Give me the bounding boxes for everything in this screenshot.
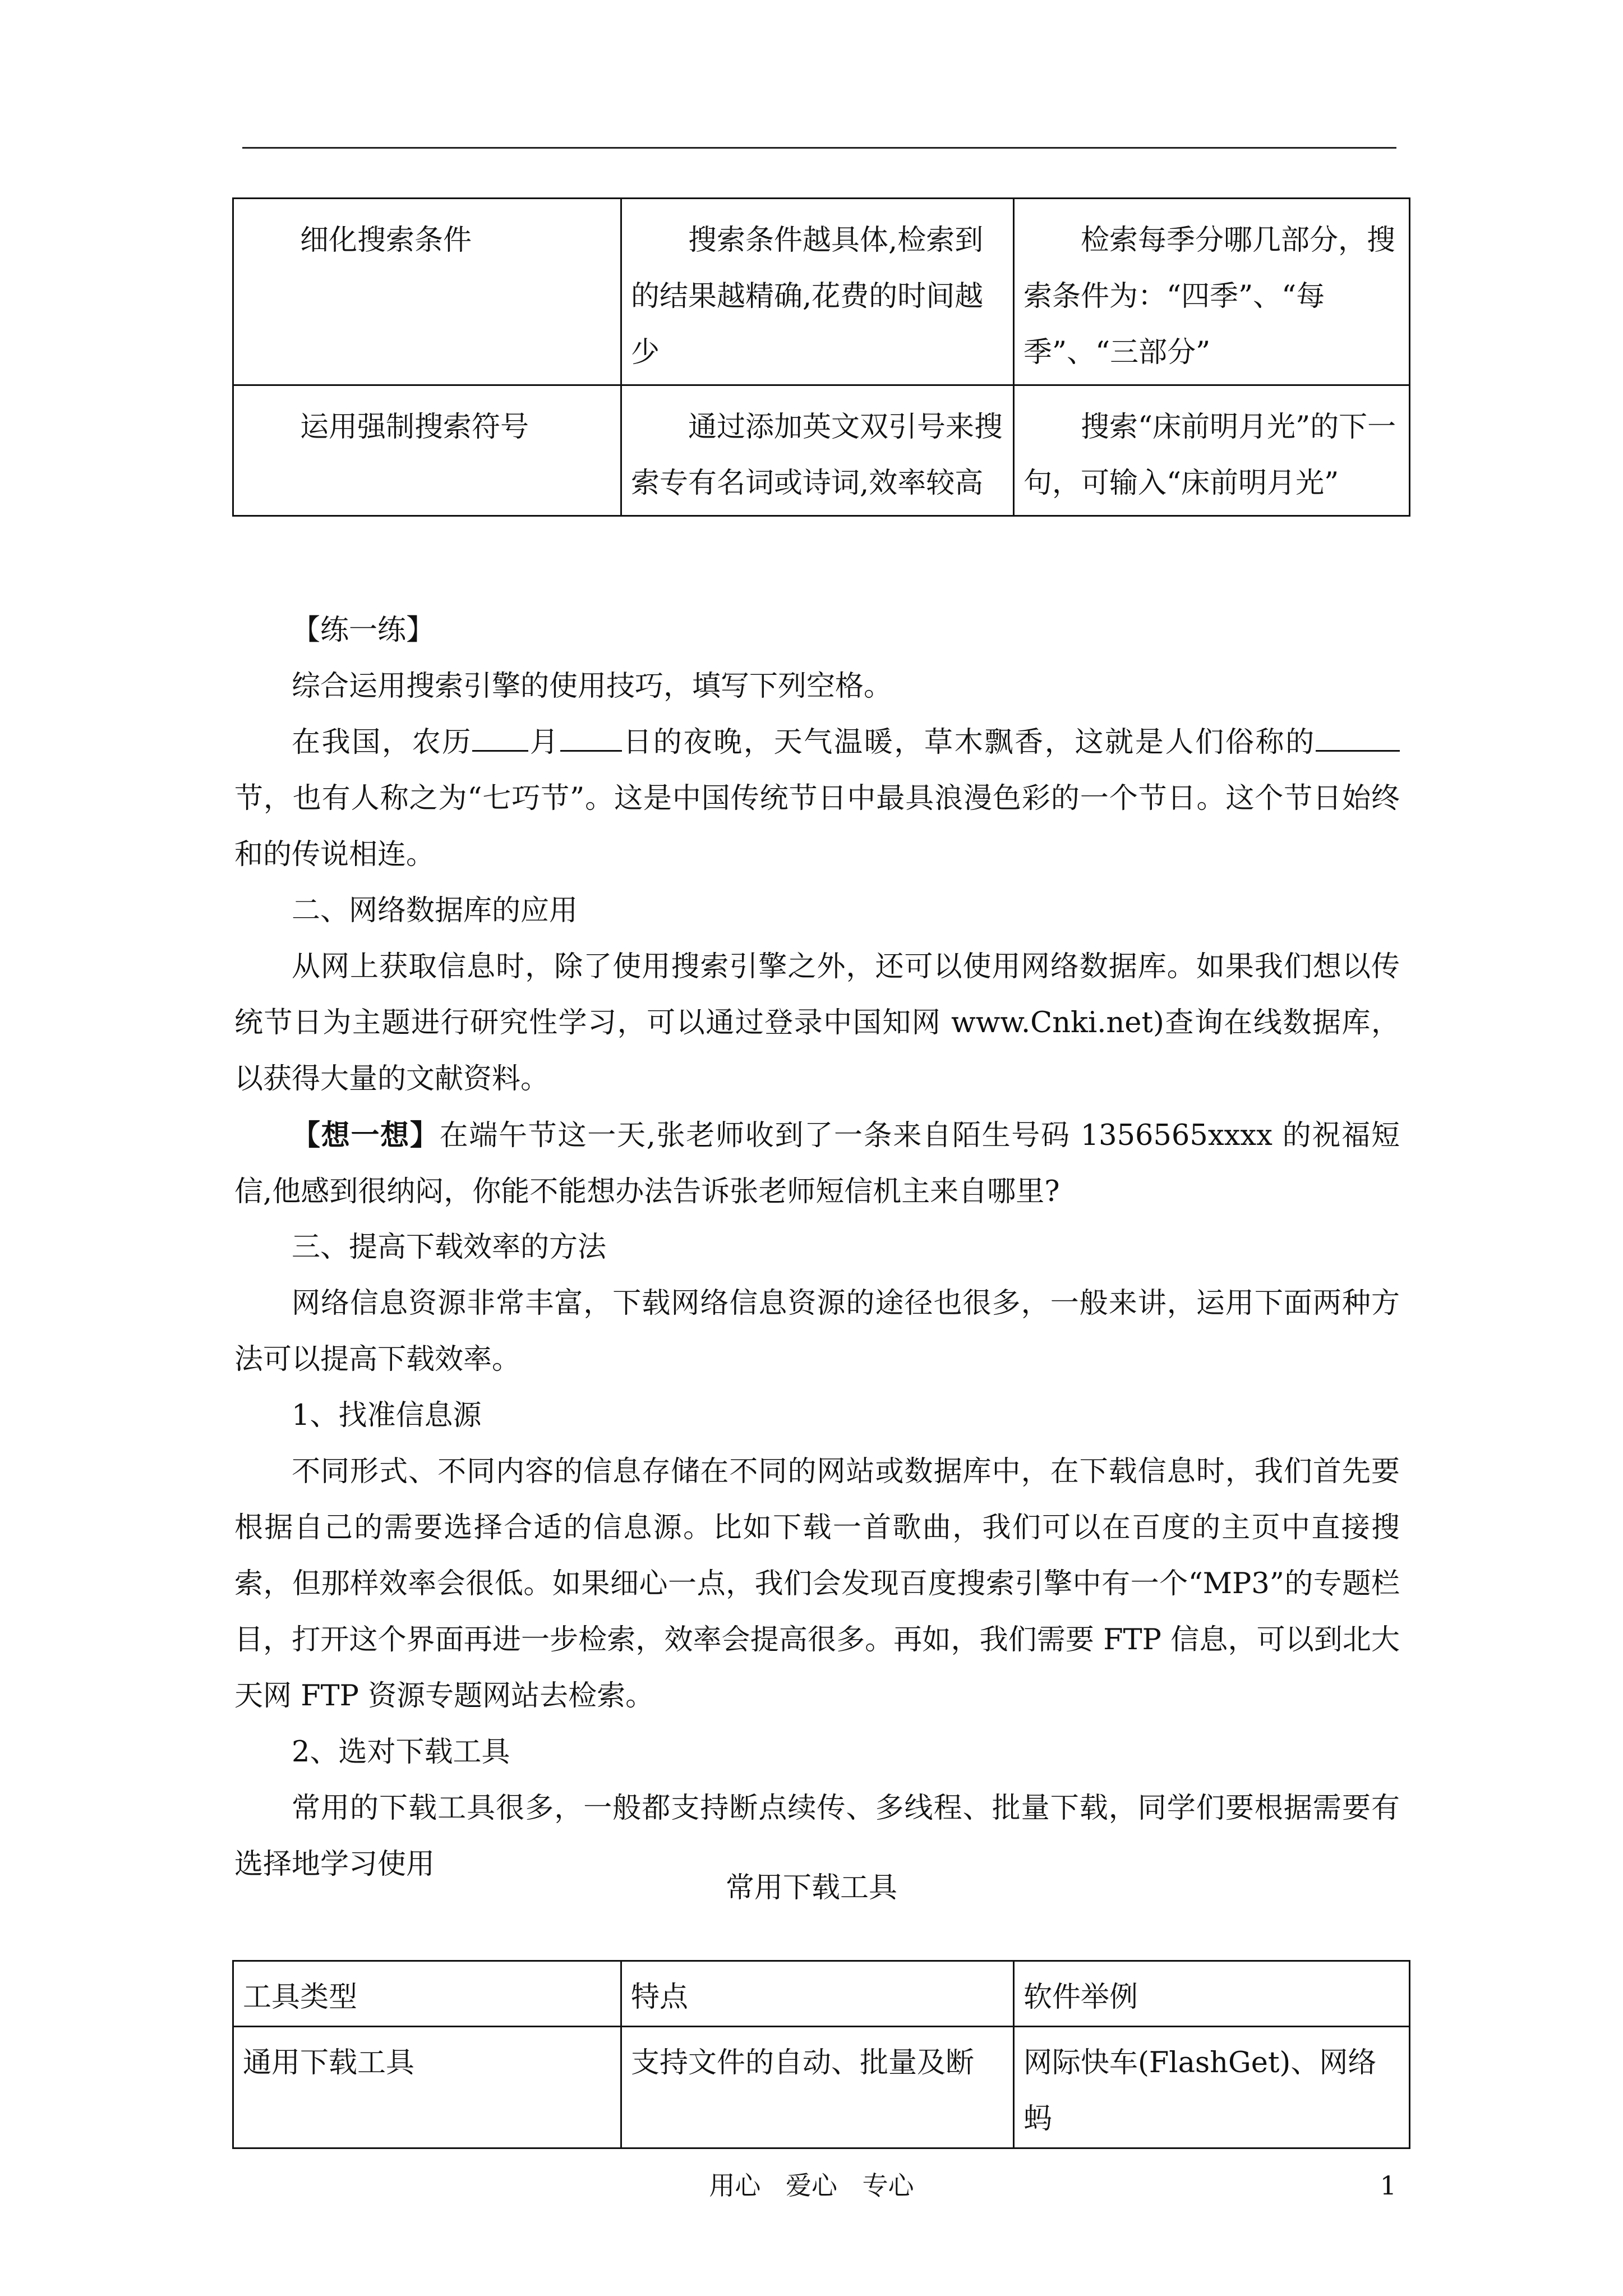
subsection-heading: 1、找准信息源 — [292, 1399, 482, 1432]
table-caption: 常用下载工具 — [725, 1871, 897, 1904]
fill-text-part: 在我国，农历 — [292, 726, 473, 759]
think-label: 【想一想】 — [292, 1119, 440, 1152]
column-header: 特点 — [621, 1961, 1014, 2027]
fill-text-part: 月 — [528, 726, 560, 759]
tip-description-cell: 搜索条件越具体,检索到的结果越精确,花费的时间越少 — [621, 199, 1014, 385]
section-body: 网络信息资源非常丰富，下载网络信息资源的途径也很多，一般来讲，运用下面两种方法可以提高下载效率。 — [234, 1287, 1400, 1376]
tool-example-cell: 网际快车(FlashGet)、网络蚂 — [1014, 2027, 1410, 2148]
tip-example-cell: 搜索“床前明月光”的下一句，可输入“床前明月光” — [1014, 385, 1410, 516]
column-header: 软件举例 — [1014, 1961, 1410, 2027]
footer-motto: 用心 爱心 专心 — [709, 2170, 914, 2201]
think-body: 在端午节这一天,张老师收到了一条来自陌生号码 1356565xxxx 的祝福短信,他感到很纳闷，你能不能想办法告诉张老师短信机主来自哪里? — [234, 1119, 1400, 1208]
table-header-row — [233, 1961, 1410, 2027]
tip-example-cell: 检索每季分哪几部分，搜索条件为：“四季”、“每季”、“三部分” — [1014, 199, 1410, 385]
day-blank — [560, 719, 622, 752]
tool-feature-cell: 支持文件的自动、批量及断 — [621, 2027, 1014, 2148]
download-tools-table — [232, 1960, 1410, 2149]
tip-method-cell: 运用强制搜索符号 — [233, 385, 621, 516]
tip-method-cell: 细化搜索条件 — [233, 199, 621, 385]
fill-text-part: 日的夜晚，天气温暖，草木飘香，这就是人们俗称的 — [621, 726, 1316, 759]
practice-fill-paragraph — [234, 715, 1400, 883]
tool-type-cell: 通用下载工具 — [233, 2027, 621, 2148]
tip-description-cell: 通过添加英文双引号来搜索专有名词或诗词,效率较高 — [621, 385, 1014, 516]
month-blank — [472, 719, 528, 752]
fill-text-part: 节，也有人称之为“七巧节”。这是中国传统节日中最具浪漫色彩的一个节日。这个节日始终和的传说相连。 — [234, 782, 1400, 871]
table-row — [233, 385, 1410, 516]
page-number: 1 — [1380, 2170, 1396, 2201]
practice-heading: 【练一练】 — [292, 614, 435, 647]
section-heading: 三、提高下载效率的方法 — [292, 1231, 607, 1264]
festival-blank — [1316, 719, 1400, 752]
subsection-body: 常用的下载工具很多，一般都支持断点续传、多线程、批量下载，同学们要根据需要有选择地学习使用 — [234, 1792, 1400, 1881]
search-tips-table — [232, 197, 1410, 517]
table-row — [233, 199, 1410, 385]
header-rule — [242, 147, 1396, 149]
practice-instruction: 综合运用搜索引擎的使用技巧，填写下列空格。 — [292, 670, 893, 703]
section-body: 从网上获取信息时，除了使用搜索引擎之外，还可以使用网络数据库。如果我们想以传统节日为主题进行研究性学习，可以通过登录中国知网 www.Cnki.net)查询在线数据库，以获得大量的文献资料。 — [234, 950, 1400, 1096]
subsection-body: 不同形式、不同内容的信息存储在不同的网站或数据库中，在下载信息时，我们首先要根据自己的需要选择合适的信息源。比如下载一首歌曲，我们可以在百度的主页中直接搜索，但那样效率会很低。如果细心一点，我们会发现百度搜索引擎中有一个“MP3”的专题栏目，打开这个界面再进一步检索，效率会提高很多。再如，我们需要 FTP 信息，可以到北大天网 FTP 资源专题网站去检索。 — [234, 1455, 1400, 1713]
table-row — [233, 2027, 1410, 2148]
subsection-heading: 2、选对下载工具 — [292, 1736, 510, 1769]
think-paragraph — [234, 1107, 1400, 1220]
column-header: 工具类型 — [233, 1961, 621, 2027]
section-heading: 二、网络数据库的应用 — [292, 894, 578, 927]
